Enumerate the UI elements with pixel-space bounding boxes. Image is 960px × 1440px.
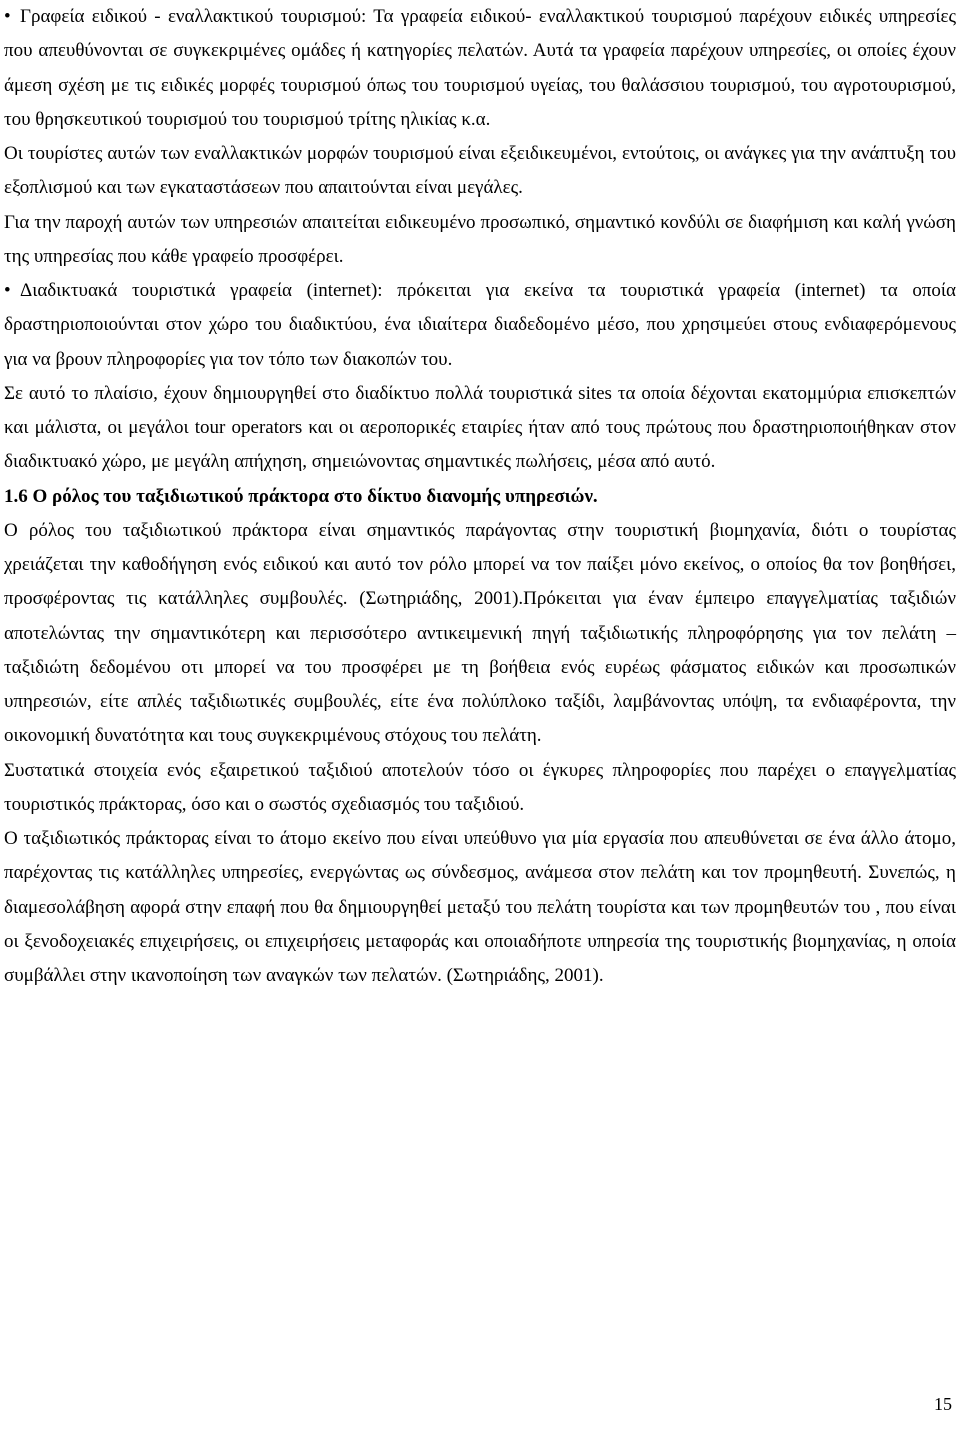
paragraph-internet-agencies <box>4 274 956 377</box>
paragraph-tourists-specialized: Οι τουρίστες αυτών των εναλλακτικών μορφών τουρισμού είναι εξειδικευμένοι, εντούτοις, οι ανάγκες για την ανάπτυξη του εξοπλισμού και των εγκαταστάσεων που απαιτούνται είναι μεγάλες. <box>4 143 956 199</box>
document-body <box>4 0 956 993</box>
bullet-icon: • <box>4 280 11 301</box>
paragraph-special-tourism-agencies-text: Γραφεία ειδικού - εναλλακτικού τουρισμού: Τα γραφεία ειδικού- εναλλακτικού τουρισμού παρέχουν ειδικές υπηρεσίες που απευθύνονται σε συγκεκριμένες ομάδες ή κατηγορίες πελατών. Αυτά τα γραφεία παρέχουν υπηρεσίες, οι οποίες έχουν άμεση σχέση με τις ειδικές μορφές τουρισμού όπως του τουρισμού υγείας, του θαλάσσιου τουρισμού, του αγροτουρισμού, του θρησκευτικού τουρισμού του τουρισμού τρίτης ηλικίας κ.α. <box>4 6 956 130</box>
paragraph-tourism-sites: Σε αυτό το πλαίσιο, έχουν δημιουργηθεί στο διαδίκτυο πολλά τουριστικά sites τα οποία δέχονται εκατομμύρια επισκεπτών και μάλιστα, οι μεγάλοι tour operators και οι αεροπορικές εταιρίες ήταν από τους πρώτους που δραστηριοποιήθηκαν στον διαδικτυακό χώρο, με μεγάλη απήχηση, σημειώνοντας σημαντικές πωλήσεις, μέσα από αυτό. <box>4 382 956 473</box>
page-number: 15 <box>934 1394 952 1414</box>
bullet-icon: • <box>4 6 11 27</box>
paragraph-trip-components: Συστατικά στοιχεία ενός εξαιρετικού ταξιδιού αποτελούν τόσο οι έγκυρες πληροφορίες που παρέχει ο επαγγελματίας τουριστικός πράκτορας, όσο και ο σωστός σχεδιασμός του ταξιδιού. <box>4 759 956 815</box>
paragraph-internet-agencies-text: Διαδικτυακά τουριστικά γραφεία (internet): πρόκειται για εκείνα τα τουριστικά γραφεία (internet) τα οποία δραστηριοποιούνται στον χώρο του διαδικτύου, ένα ιδιαίτερα διαδεδομένο μέσο, που χρησιμεύει στους ενδιαφερόμενους για να βρουν πληροφορίες για τον τόπο των διακοπών του. <box>4 280 956 370</box>
section-heading: 1.6 Ο ρόλος του ταξιδιωτικού πράκτορα στο δίκτυο διανομής υπηρεσιών. <box>4 485 598 507</box>
paragraph-agent-role: Ο ρόλος του ταξιδιωτικού πράκτορα είναι σημαντικός παράγοντας στην τουριστική βιομηχανία, διότι ο τουρίστας χρειάζεται την καθοδήγηση ενός ειδικού και αυτό τον ρόλο μπορεί να τον παίξει μόνο εκείνος, ο οποίος θα τον βοηθήσει, προσφέροντας τις κατάλληλες συμβουλές. (Σωτηριάδης, 2001).Πρόκειται για έναν έμπειρο επαγγελματίας ταξιδιών αποτελώντας την σημαντικότερη και περισσότερο αντικειμενική πηγή ταξιδιωτικής πληροφόρησης για τον πελάτη – ταξιδιώτη δεδομένου οτι μπορεί να του προσφέρει με τη βοήθεια ενός ευρέως φάσματος ειδικών και προσωπικών υπηρεσιών, είτε απλές ταξιδιωτικές συμβουλές, είτε ένα πολύπλοκο ταξίδι, λαμβάνοντας υπόψη, τα ενδιαφέροντα, την οικονομική δυνατότητα και τους συγκεκριμένους στόχους του πελάτη. <box>4 519 956 747</box>
paragraph-special-tourism-agencies <box>4 0 956 137</box>
paragraph-agent-definition: Ο ταξιδιωτικός πράκτορας είναι το άτομο εκείνο που είναι υπεύθυνο για μία εργασία που απευθύνεται σε ένα άλλο άτομο, παρέχοντας τις κατάλληλες υπηρεσίες, ενεργώντας ως σύνδεσμος, ανάμεσα στον πελάτη και τον προμηθευτή. Συνεπώς, η διαμεσολάβηση αφορά στην επαφή που θα δημιουργηθεί μεταξύ του πελάτη τουρίστα και των προμηθευτών του , που είναι οι ξενοδοχειακές επιχειρήσεις, οι επιχειρήσεις μεταφοράς και οποιαδήποτε υπηρεσία της τουριστικής βιομηχανίας, η οποία συμβάλλει στην ικανοποίηση των αναγκών των πελατών. (Σωτηριάδης, 2001). <box>4 828 956 986</box>
paragraph-services-provision: Για την παροχή αυτών των υπηρεσιών απαιτείται ειδικευμένο προσωπικό, σημαντικό κονδύλι σε διαφήμιση και καλή γνώση της υπηρεσίας που κάθε γραφείο προσφέρει. <box>4 211 956 267</box>
